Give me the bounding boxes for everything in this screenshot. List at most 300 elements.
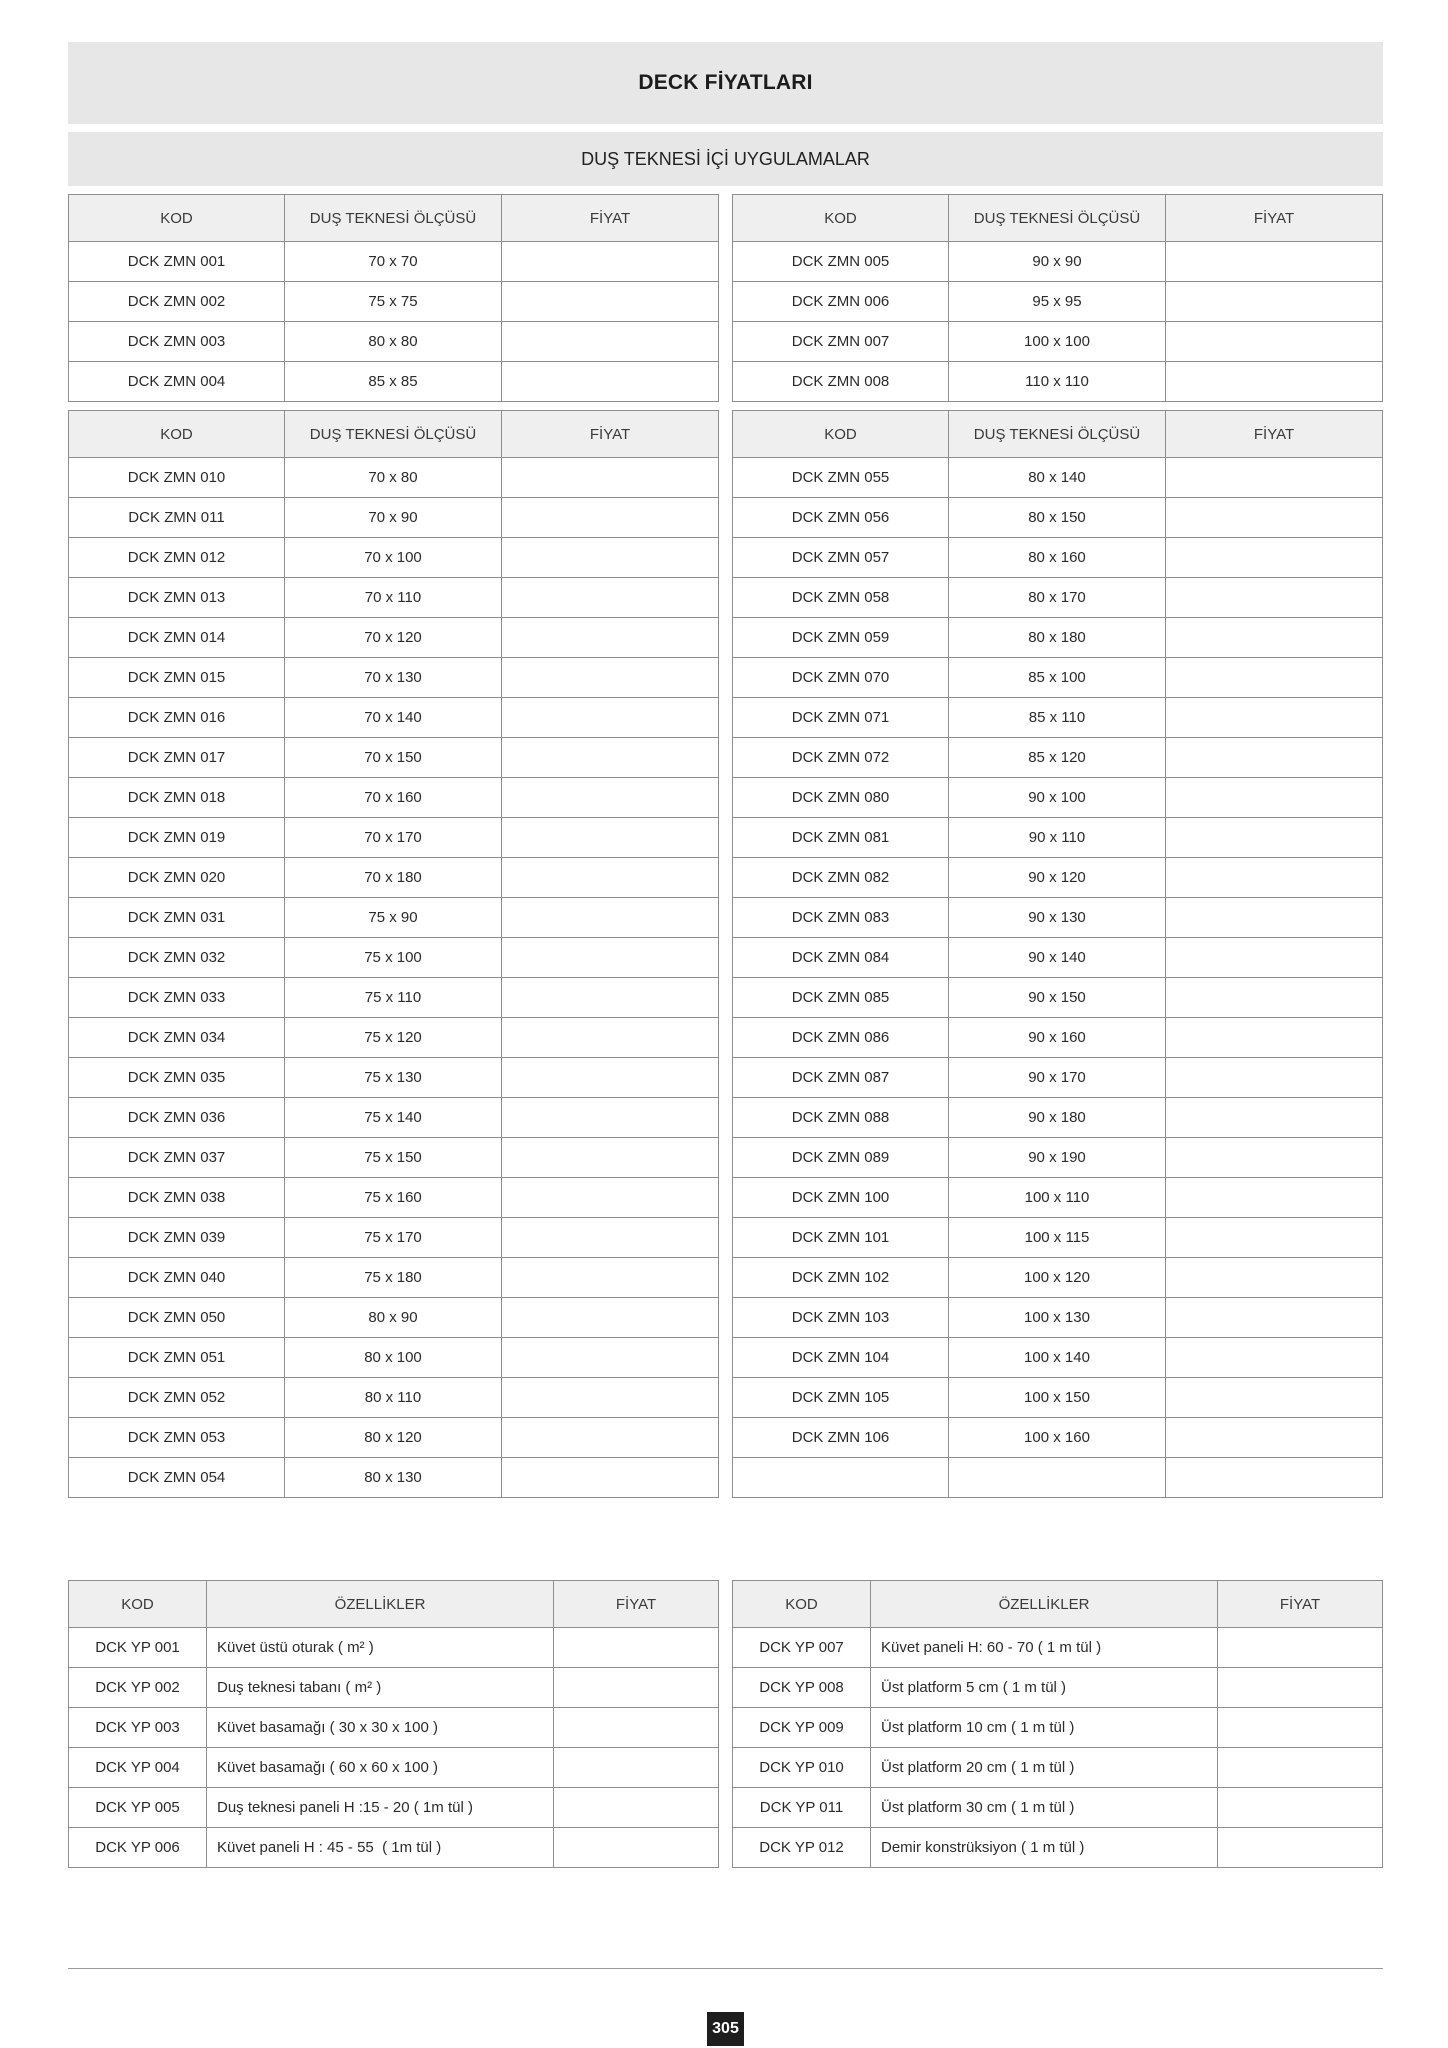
table-row — [732, 818, 1383, 858]
size-cell: 100 x 100 — [949, 322, 1166, 362]
code-cell: DCK ZMN 012 — [68, 538, 285, 578]
table-row — [732, 1298, 1383, 1338]
size-cell: 100 x 115 — [949, 1218, 1166, 1258]
code-cell: DCK ZMN 055 — [732, 458, 949, 498]
code-cell: DCK YP 006 — [68, 1828, 207, 1868]
price-cell — [554, 1628, 719, 1668]
column-header-code: KOD — [732, 1580, 871, 1628]
extended-sizes-table-right — [732, 410, 1383, 1498]
code-cell: DCK ZMN 017 — [68, 738, 285, 778]
size-cell: 90 x 150 — [949, 978, 1166, 1018]
size-cell: 70 x 180 — [285, 858, 502, 898]
table-row — [68, 858, 719, 898]
price-cell — [502, 458, 719, 498]
price-cell — [1166, 618, 1383, 658]
code-cell: DCK ZMN 080 — [732, 778, 949, 818]
price-cell — [502, 1378, 719, 1418]
table-row — [68, 618, 719, 658]
size-cell: 70 x 150 — [285, 738, 502, 778]
size-cell: 90 x 160 — [949, 1018, 1166, 1058]
table-row — [68, 282, 719, 322]
column-header-size: DUŞ TEKNESİ ÖLÇÜSÜ — [949, 194, 1166, 242]
size-cell: 80 x 180 — [949, 618, 1166, 658]
size-cell: 100 x 130 — [949, 1298, 1166, 1338]
column-header-size: DUŞ TEKNESİ ÖLÇÜSÜ — [285, 194, 502, 242]
table-row — [68, 938, 719, 978]
price-cell — [1166, 1098, 1383, 1138]
code-cell: DCK ZMN 106 — [732, 1418, 949, 1458]
size-cell: 100 x 120 — [949, 1258, 1166, 1298]
price-cell — [502, 1258, 719, 1298]
code-cell: DCK ZMN 054 — [68, 1458, 285, 1498]
table-row — [732, 282, 1383, 322]
price-cell — [502, 618, 719, 658]
price-cell — [1166, 578, 1383, 618]
price-cell — [1166, 1258, 1383, 1298]
size-cell: 70 x 90 — [285, 498, 502, 538]
size-cell: 80 x 100 — [285, 1338, 502, 1378]
price-cell — [1166, 458, 1383, 498]
table-row — [68, 1138, 719, 1178]
price-cell — [502, 578, 719, 618]
code-cell: DCK ZMN 059 — [732, 618, 949, 658]
column-header-spec: ÖZELLİKLER — [207, 1580, 554, 1628]
page-number: 305 — [707, 2012, 744, 2046]
size-cell: 75 x 180 — [285, 1258, 502, 1298]
table-row — [732, 242, 1383, 282]
price-cell — [502, 1298, 719, 1338]
code-cell: DCK ZMN 071 — [732, 698, 949, 738]
price-cell — [502, 498, 719, 538]
empty-cell — [732, 1458, 949, 1498]
price-cell — [1218, 1828, 1383, 1868]
size-cell: 70 x 100 — [285, 538, 502, 578]
empty-table-row — [732, 1458, 1383, 1498]
table-row — [68, 698, 719, 738]
table-row — [732, 938, 1383, 978]
price-cell — [1166, 538, 1383, 578]
price-cell — [1166, 1418, 1383, 1458]
size-cell: 70 x 170 — [285, 818, 502, 858]
code-cell: DCK ZMN 057 — [732, 538, 949, 578]
spec-cell: Küvet paneli H : 45 - 55 ( 1m tül ) — [207, 1828, 554, 1868]
table-row — [68, 322, 719, 362]
table-row — [732, 1178, 1383, 1218]
size-cell: 75 x 150 — [285, 1138, 502, 1178]
spec-cell: Küvet basamağı ( 30 x 30 x 100 ) — [207, 1708, 554, 1748]
price-cell — [502, 898, 719, 938]
size-cell: 90 x 140 — [949, 938, 1166, 978]
price-cell — [554, 1708, 719, 1748]
size-cell: 70 x 120 — [285, 618, 502, 658]
price-cell — [502, 1058, 719, 1098]
size-cell: 70 x 160 — [285, 778, 502, 818]
page-title: DECK FİYATLARI — [68, 42, 1383, 124]
size-cell: 75 x 90 — [285, 898, 502, 938]
code-cell: DCK ZMN 089 — [732, 1138, 949, 1178]
code-cell: DCK ZMN 051 — [68, 1338, 285, 1378]
table-row — [732, 1828, 1383, 1868]
table-row — [68, 978, 719, 1018]
price-cell — [502, 242, 719, 282]
code-cell: DCK ZMN 034 — [68, 1018, 285, 1058]
price-cell — [502, 1098, 719, 1138]
column-header-code: KOD — [732, 194, 949, 242]
table-row — [732, 898, 1383, 938]
column-header-code: KOD — [732, 410, 949, 458]
table-row — [68, 1378, 719, 1418]
code-cell: DCK YP 001 — [68, 1628, 207, 1668]
price-cell — [1166, 1378, 1383, 1418]
table-row — [732, 1338, 1383, 1378]
code-cell: DCK ZMN 086 — [732, 1018, 949, 1058]
empty-cell — [1166, 1458, 1383, 1498]
price-cell — [502, 1218, 719, 1258]
price-cell — [502, 1178, 719, 1218]
price-cell — [502, 818, 719, 858]
table-row — [68, 1058, 719, 1098]
price-cell — [1166, 1058, 1383, 1098]
code-cell: DCK ZMN 056 — [732, 498, 949, 538]
size-cell: 100 x 150 — [949, 1378, 1166, 1418]
code-cell: DCK ZMN 052 — [68, 1378, 285, 1418]
code-cell: DCK ZMN 101 — [732, 1218, 949, 1258]
table-row — [68, 1098, 719, 1138]
table-header-row — [732, 194, 1383, 242]
code-cell: DCK ZMN 100 — [732, 1178, 949, 1218]
column-header-price: FİYAT — [502, 194, 719, 242]
spec-cell: Üst platform 20 cm ( 1 m tül ) — [871, 1748, 1218, 1788]
size-cell: 70 x 80 — [285, 458, 502, 498]
standard-sizes-tables — [68, 194, 1383, 402]
size-cell: 70 x 140 — [285, 698, 502, 738]
price-cell — [554, 1668, 719, 1708]
code-cell: DCK ZMN 087 — [732, 1058, 949, 1098]
code-cell: DCK ZMN 008 — [732, 362, 949, 402]
code-cell: DCK ZMN 088 — [732, 1098, 949, 1138]
code-cell: DCK ZMN 006 — [732, 282, 949, 322]
price-cell — [1166, 498, 1383, 538]
table-row — [732, 1218, 1383, 1258]
code-cell: DCK ZMN 001 — [68, 242, 285, 282]
price-cell — [1166, 362, 1383, 402]
code-cell: DCK YP 003 — [68, 1708, 207, 1748]
price-cell — [502, 538, 719, 578]
code-cell: DCK ZMN 011 — [68, 498, 285, 538]
empty-cell — [949, 1458, 1166, 1498]
price-cell — [1166, 658, 1383, 698]
price-cell — [1166, 282, 1383, 322]
price-cell — [1166, 1338, 1383, 1378]
size-cell: 80 x 150 — [949, 498, 1166, 538]
price-cell — [554, 1748, 719, 1788]
spec-cell: Küvet üstü oturak ( m² ) — [207, 1628, 554, 1668]
price-cell — [1166, 1218, 1383, 1258]
size-cell: 110 x 110 — [949, 362, 1166, 402]
table-row — [68, 1218, 719, 1258]
size-cell: 85 x 110 — [949, 698, 1166, 738]
table-row — [732, 1058, 1383, 1098]
table-row — [68, 498, 719, 538]
code-cell: DCK YP 008 — [732, 1668, 871, 1708]
price-cell — [502, 1138, 719, 1178]
price-cell — [1166, 858, 1383, 898]
size-cell: 80 x 140 — [949, 458, 1166, 498]
price-cell — [502, 858, 719, 898]
column-header-code: KOD — [68, 194, 285, 242]
code-cell: DCK ZMN 082 — [732, 858, 949, 898]
price-cell — [1166, 978, 1383, 1018]
size-cell: 70 x 110 — [285, 578, 502, 618]
table-row — [732, 538, 1383, 578]
price-cell — [502, 1338, 719, 1378]
spec-cell: Küvet basamağı ( 60 x 60 x 100 ) — [207, 1748, 554, 1788]
code-cell: DCK ZMN 033 — [68, 978, 285, 1018]
size-cell: 75 x 160 — [285, 1178, 502, 1218]
size-cell: 75 x 75 — [285, 282, 502, 322]
size-cell: 75 x 140 — [285, 1098, 502, 1138]
price-cell — [1218, 1788, 1383, 1828]
size-cell: 75 x 120 — [285, 1018, 502, 1058]
code-cell: DCK ZMN 015 — [68, 658, 285, 698]
table-row — [68, 1708, 719, 1748]
standard-sizes-table-left — [68, 194, 719, 402]
table-row — [732, 618, 1383, 658]
table-row — [68, 1628, 719, 1668]
size-cell: 90 x 170 — [949, 1058, 1166, 1098]
table-row — [732, 498, 1383, 538]
price-cell — [502, 1018, 719, 1058]
size-cell: 90 x 90 — [949, 242, 1166, 282]
table-row — [68, 1748, 719, 1788]
code-cell: DCK YP 009 — [732, 1708, 871, 1748]
code-cell: DCK YP 005 — [68, 1788, 207, 1828]
table-row — [68, 738, 719, 778]
code-cell: DCK ZMN 019 — [68, 818, 285, 858]
code-cell: DCK ZMN 036 — [68, 1098, 285, 1138]
footer-rule — [68, 1968, 1383, 1969]
table-row — [68, 1018, 719, 1058]
size-cell: 80 x 110 — [285, 1378, 502, 1418]
price-cell — [1166, 898, 1383, 938]
size-cell: 80 x 80 — [285, 322, 502, 362]
code-cell: DCK ZMN 040 — [68, 1258, 285, 1298]
price-cell — [1166, 242, 1383, 282]
column-header-price: FİYAT — [1218, 1580, 1383, 1628]
code-cell: DCK ZMN 103 — [732, 1298, 949, 1338]
table-row — [68, 242, 719, 282]
size-cell: 80 x 90 — [285, 1298, 502, 1338]
spec-cell: Demir konstrüksiyon ( 1 m tül ) — [871, 1828, 1218, 1868]
column-header-price: FİYAT — [502, 410, 719, 458]
table-row — [68, 1338, 719, 1378]
price-cell — [1218, 1668, 1383, 1708]
table-header-row — [68, 1580, 719, 1628]
table-row — [68, 362, 719, 402]
price-cell — [502, 978, 719, 1018]
accessories-tables — [68, 1580, 1383, 1868]
size-cell: 90 x 120 — [949, 858, 1166, 898]
table-row — [732, 978, 1383, 1018]
price-cell — [502, 738, 719, 778]
code-cell: DCK ZMN 018 — [68, 778, 285, 818]
table-row — [68, 1788, 719, 1828]
table-row — [732, 1138, 1383, 1178]
section-subtitle: DUŞ TEKNESİ İÇİ UYGULAMALAR — [68, 132, 1383, 186]
code-cell: DCK YP 004 — [68, 1748, 207, 1788]
code-cell: DCK ZMN 085 — [732, 978, 949, 1018]
size-cell: 75 x 130 — [285, 1058, 502, 1098]
table-header-row — [68, 194, 719, 242]
size-cell: 80 x 170 — [949, 578, 1166, 618]
standard-sizes-table-right — [732, 194, 1383, 402]
spec-cell: Küvet paneli H: 60 - 70 ( 1 m tül ) — [871, 1628, 1218, 1668]
code-cell: DCK ZMN 003 — [68, 322, 285, 362]
size-cell: 80 x 130 — [285, 1458, 502, 1498]
size-cell: 80 x 120 — [285, 1418, 502, 1458]
code-cell: DCK ZMN 037 — [68, 1138, 285, 1178]
code-cell: DCK YP 002 — [68, 1668, 207, 1708]
code-cell: DCK YP 012 — [732, 1828, 871, 1868]
accessories-table-right — [732, 1580, 1383, 1868]
size-cell: 85 x 120 — [949, 738, 1166, 778]
code-cell: DCK YP 007 — [732, 1628, 871, 1668]
table-row — [732, 1418, 1383, 1458]
table-row — [68, 1178, 719, 1218]
code-cell: DCK ZMN 004 — [68, 362, 285, 402]
code-cell: DCK ZMN 105 — [732, 1378, 949, 1418]
price-cell — [1166, 738, 1383, 778]
table-row — [68, 1258, 719, 1298]
price-cell — [1166, 1298, 1383, 1338]
spec-cell: Duş teknesi tabanı ( m² ) — [207, 1668, 554, 1708]
price-cell — [1166, 818, 1383, 858]
price-cell — [1218, 1748, 1383, 1788]
price-cell — [502, 322, 719, 362]
price-cell — [502, 1458, 719, 1498]
size-cell: 95 x 95 — [949, 282, 1166, 322]
code-cell: DCK ZMN 038 — [68, 1178, 285, 1218]
code-cell: DCK ZMN 010 — [68, 458, 285, 498]
price-cell — [1166, 322, 1383, 362]
table-row — [68, 578, 719, 618]
code-cell: DCK ZMN 058 — [732, 578, 949, 618]
extended-sizes-tables — [68, 410, 1383, 1498]
code-cell: DCK ZMN 053 — [68, 1418, 285, 1458]
size-cell: 70 x 130 — [285, 658, 502, 698]
code-cell: DCK ZMN 002 — [68, 282, 285, 322]
table-header-row — [68, 410, 719, 458]
price-cell — [1166, 1178, 1383, 1218]
code-cell: DCK ZMN 084 — [732, 938, 949, 978]
code-cell: DCK ZMN 070 — [732, 658, 949, 698]
size-cell: 75 x 110 — [285, 978, 502, 1018]
spec-cell: Üst platform 30 cm ( 1 m tül ) — [871, 1788, 1218, 1828]
column-header-size: DUŞ TEKNESİ ÖLÇÜSÜ — [949, 410, 1166, 458]
size-cell: 90 x 130 — [949, 898, 1166, 938]
column-header-code: KOD — [68, 1580, 207, 1628]
size-cell: 100 x 160 — [949, 1418, 1166, 1458]
table-row — [732, 1378, 1383, 1418]
column-header-price: FİYAT — [1166, 410, 1383, 458]
code-cell: DCK ZMN 102 — [732, 1258, 949, 1298]
column-header-code: KOD — [68, 410, 285, 458]
code-cell: DCK YP 010 — [732, 1748, 871, 1788]
table-row — [732, 458, 1383, 498]
code-cell: DCK ZMN 007 — [732, 322, 949, 362]
code-cell: DCK ZMN 039 — [68, 1218, 285, 1258]
table-row — [68, 1828, 719, 1868]
table-row — [68, 658, 719, 698]
column-header-price: FİYAT — [1166, 194, 1383, 242]
size-cell: 90 x 100 — [949, 778, 1166, 818]
price-cell — [1166, 1018, 1383, 1058]
size-cell: 80 x 160 — [949, 538, 1166, 578]
code-cell: DCK ZMN 104 — [732, 1338, 949, 1378]
code-cell: DCK ZMN 072 — [732, 738, 949, 778]
table-row — [732, 362, 1383, 402]
accessories-table-left — [68, 1580, 719, 1868]
extended-sizes-table-left — [68, 410, 719, 1498]
size-cell: 90 x 110 — [949, 818, 1166, 858]
code-cell: DCK ZMN 020 — [68, 858, 285, 898]
table-row — [68, 1668, 719, 1708]
table-row — [732, 858, 1383, 898]
price-cell — [1218, 1708, 1383, 1748]
code-cell: DCK ZMN 081 — [732, 818, 949, 858]
price-cell — [502, 282, 719, 322]
size-cell: 90 x 180 — [949, 1098, 1166, 1138]
size-cell: 85 x 100 — [949, 658, 1166, 698]
table-row — [732, 1788, 1383, 1828]
table-row — [68, 458, 719, 498]
size-cell: 100 x 140 — [949, 1338, 1166, 1378]
code-cell: DCK ZMN 050 — [68, 1298, 285, 1338]
size-cell: 85 x 85 — [285, 362, 502, 402]
size-cell: 90 x 190 — [949, 1138, 1166, 1178]
column-header-size: DUŞ TEKNESİ ÖLÇÜSÜ — [285, 410, 502, 458]
table-row — [732, 1018, 1383, 1058]
price-cell — [502, 938, 719, 978]
table-row — [732, 1668, 1383, 1708]
table-header-row — [732, 1580, 1383, 1628]
table-row — [732, 1258, 1383, 1298]
size-cell: 100 x 110 — [949, 1178, 1166, 1218]
price-cell — [1166, 778, 1383, 818]
price-cell — [554, 1788, 719, 1828]
price-cell — [1166, 1138, 1383, 1178]
code-cell: DCK ZMN 031 — [68, 898, 285, 938]
code-cell: DCK ZMN 016 — [68, 698, 285, 738]
table-row — [732, 698, 1383, 738]
price-cell — [502, 1418, 719, 1458]
price-cell — [554, 1828, 719, 1868]
table-row — [732, 1748, 1383, 1788]
code-cell: DCK ZMN 032 — [68, 938, 285, 978]
table-row — [68, 818, 719, 858]
code-cell: DCK ZMN 005 — [732, 242, 949, 282]
table-row — [732, 1708, 1383, 1748]
code-cell: DCK ZMN 083 — [732, 898, 949, 938]
price-cell — [502, 698, 719, 738]
spec-cell: Duş teknesi paneli H :15 - 20 ( 1m tül ) — [207, 1788, 554, 1828]
price-cell — [1218, 1628, 1383, 1668]
table-row — [732, 322, 1383, 362]
code-cell: DCK ZMN 014 — [68, 618, 285, 658]
price-cell — [1166, 698, 1383, 738]
table-row — [68, 898, 719, 938]
table-row — [68, 1458, 719, 1498]
